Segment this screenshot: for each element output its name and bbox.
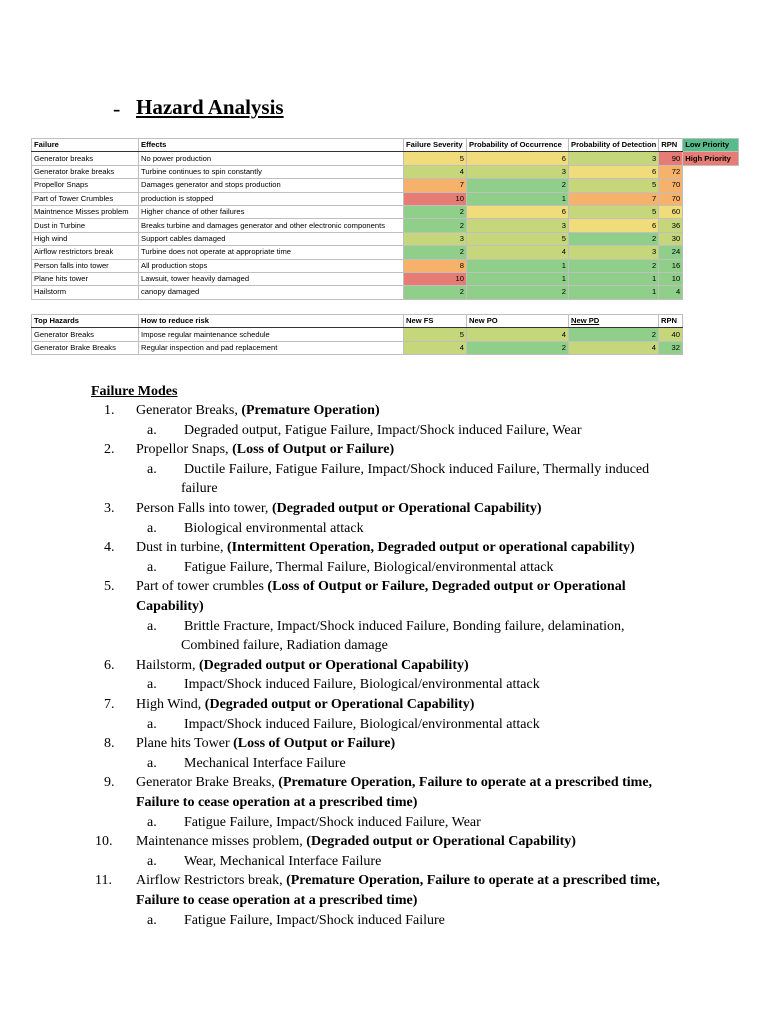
table-cell: Generator Breaks [32,328,139,341]
empty-cell [683,259,739,272]
score-cell: 10 [404,272,467,285]
failure-type-list: Degraded output, Fatigue Failure, Impact/Shock induced Failure, Wear [184,422,582,438]
failure-mode-item [136,736,395,752]
legend-high-priority: High Priority [683,152,739,165]
score-cell: 10 [404,192,467,205]
table-row [32,152,739,165]
list-number: 11. [95,873,112,889]
table-cell: Generator Brake Breaks [32,341,139,354]
table-cell: Plane hits tower [32,272,139,285]
sub-marker: a. [147,559,157,575]
failure-type-list: Wear, Mechanical Interface Failure [184,853,382,869]
failure-mode-name: High Wind, [136,697,205,712]
table-cell: All production stops [139,259,404,272]
table-cell: Turbine does not operate at appropriate time [139,246,404,259]
failure-mode-name: Plane hits Tower [136,736,234,752]
score-cell: 5 [569,179,659,192]
score-cell: 32 [659,341,683,354]
score-cell: 5 [404,152,467,165]
list-number: 1. [104,403,115,418]
score-cell: 1 [467,272,569,285]
failure-mode-item [136,775,652,791]
score-cell: 72 [659,165,683,178]
score-cell: 40 [659,328,683,341]
failure-mode-item [136,442,394,458]
failure-mode-item [136,579,626,595]
score-cell: 6 [569,165,659,178]
score-cell: 4 [467,328,569,341]
table-row [32,328,683,341]
sub-marker: a. [147,716,157,732]
column-header: RPN [659,139,683,152]
score-cell: 3 [467,165,569,178]
failure-type-list: Fatigue Failure, Thermal Failure, Biological/environmental attack [184,559,554,575]
sub-marker: a. [147,912,157,928]
score-cell: 2 [404,219,467,232]
table-cell: Generator brake breaks [32,165,139,178]
hazard-table [31,138,739,300]
table-cell: Damages generator and stops production [139,179,404,192]
sub-marker: a. [147,520,157,536]
failure-type-list: Mechanical Interface Failure [184,755,346,771]
table-cell: Lawsuit, tower heavily damaged [139,272,404,285]
failure-mode-name: Dust in turbine, [136,540,227,556]
failure-mode-name: Part of tower crumbles [136,579,268,595]
empty-cell [683,192,739,205]
failure-mode-category: (Loss of Output or Failure, Degraded output or Operational [267,579,626,595]
score-cell: 4 [659,286,683,299]
column-header: Failure [32,139,139,152]
score-cell: 2 [569,328,659,341]
list-number: 7. [104,697,115,712]
list-number: 3. [104,501,115,516]
score-cell: 3 [569,152,659,165]
failure-mode-category: (Loss of Output or Failure) [233,736,396,752]
empty-cell [683,179,739,192]
failure-mode-name: Generator Brake Breaks, [136,775,279,791]
failure-mode-name: Airflow Restrictors break, [136,873,287,889]
column-header: How to reduce risk [139,315,404,328]
failure-mode-category-cont: Capability) [136,599,204,614]
score-cell: 4 [404,165,467,178]
empty-cell [683,219,739,232]
failure-mode-name: Maintenance misses problem, [136,834,307,850]
page-title: Hazard Analysis [136,95,284,119]
empty-cell [683,165,739,178]
table-row [32,205,739,218]
score-cell: 2 [569,259,659,272]
score-cell: 5 [569,205,659,218]
list-number: 8. [104,736,115,752]
table-row [32,259,739,272]
list-number: 9. [104,775,115,791]
failure-mode-category: (Premature Operation) [241,403,380,418]
sub-marker: a. [147,461,157,477]
score-cell: 3 [569,246,659,259]
failure-mode-category: (Premature Operation, Failure to operate at a prescribed time, [286,873,660,889]
table-cell: canopy damaged [139,286,404,299]
list-number: 6. [104,657,115,673]
score-cell: 2 [467,286,569,299]
failure-mode-item [136,834,576,850]
list-number: 4. [104,540,115,556]
sub-marker: a. [147,853,157,869]
table-cell: Turbine continues to spin constantly [139,165,404,178]
score-cell: 8 [404,259,467,272]
score-cell: 1 [569,286,659,299]
sub-marker: a. [147,618,157,634]
top-hazards-table [31,314,683,355]
table-cell: Dust in Turbine [32,219,139,232]
table-row [32,286,739,299]
table-cell: No power production [139,152,404,165]
table-cell: Airflow restrictors break [32,246,139,259]
score-cell: 2 [404,205,467,218]
score-cell: 70 [659,179,683,192]
table-cell: Hailstorm [32,286,139,299]
table-cell: Person falls into tower [32,259,139,272]
score-cell: 5 [467,232,569,245]
sub-marker: a. [147,677,157,693]
failure-type-list: Biological environmental attack [184,520,364,536]
score-cell: 6 [467,152,569,165]
table-cell: Maintnence Misses problem [32,205,139,218]
score-cell: 7 [404,179,467,192]
score-cell: 7 [569,192,659,205]
column-header: New PO [467,315,569,328]
failure-mode-item [136,697,474,713]
score-cell: 24 [659,246,683,259]
failure-mode-category: (Premature Operation, Failure to operate at a prescribed time, [278,775,653,791]
failure-type-list: Combined failure, Radiation damage [181,638,388,654]
failure-type-list: Impact/Shock induced Failure, Biological/environmental attack [184,716,540,732]
empty-cell [683,246,739,259]
score-cell: 4 [569,341,659,354]
column-header: Probability of Detection [569,139,659,152]
table-row [32,219,739,232]
list-number: 10. [95,834,113,850]
table-row [32,165,739,178]
sub-marker: a. [147,814,157,830]
table-cell: High wind [32,232,139,245]
failure-mode-category: (Degraded output or Operational Capability) [199,657,469,673]
empty-cell [683,232,739,245]
failure-mode-name: Person Falls into tower, [136,501,272,516]
list-number: 2. [104,442,115,458]
score-cell: 3 [404,232,467,245]
score-cell: 1 [569,272,659,285]
table-cell: Regular inspection and pad replacement [139,341,404,354]
score-cell: 4 [467,246,569,259]
failure-type-list: Fatigue Failure, Impact/Shock induced Failure, Wear [184,814,481,830]
table-row [32,341,683,354]
score-cell: 16 [659,259,683,272]
column-header: Top Hazards [32,315,139,328]
sub-marker: a. [147,422,157,438]
column-header: New FS [404,315,467,328]
failure-mode-category-cont: Failure to cease operation at a prescribed time) [136,893,418,908]
column-header: Probability of Occurrence [467,139,569,152]
score-cell: 2 [467,179,569,192]
score-cell: 30 [659,232,683,245]
failure-mode-item [136,501,542,517]
score-cell: 60 [659,205,683,218]
score-cell: 1 [467,192,569,205]
table-cell: Breaks turbine and damages generator and other electronic components [139,219,404,232]
page-dash: - [113,96,121,121]
score-cell: 6 [569,219,659,232]
score-cell: 70 [659,192,683,205]
failure-mode-category-cont: Failure to cease operation at a prescribed time) [136,795,418,810]
table-cell: Generator breaks [32,152,139,165]
failure-modes-heading: Failure Modes [91,384,178,399]
failure-mode-category: (Degraded output or Operational Capability) [306,834,576,850]
score-cell: 6 [467,205,569,218]
failure-mode-category: (Intermittent Operation, Degraded output or operational capability) [227,540,635,556]
sub-marker: a. [147,755,157,771]
table-cell: production is stopped [139,192,404,205]
column-header: Effects [139,139,404,152]
failure-mode-name: Hailstorm, [136,657,199,673]
failure-mode-item [136,403,380,419]
failure-mode-category: (Loss of Output or Failure) [232,442,395,458]
column-header: Failure Severity [404,139,467,152]
failure-mode-item [136,873,660,889]
empty-cell [683,272,739,285]
failure-mode-category: (Degraded output or Operational Capability) [271,501,542,516]
table-cell: Higher chance of other failures [139,205,404,218]
score-cell: 2 [467,341,569,354]
score-cell: 2 [404,246,467,259]
score-cell: 1 [467,259,569,272]
failure-type-list: Fatigue Failure, Impact/Shock induced Failure [184,912,445,928]
table-header-row [32,315,683,328]
failure-type-list: Ductile Failure, Fatigue Failure, Impact/Shock induced Failure, Thermally induced [184,461,650,477]
table-row [32,246,739,259]
table-row [32,232,739,245]
failure-mode-item [136,658,469,674]
table-cell: Impose regular maintenance schedule [139,328,404,341]
failure-mode-category: (Degraded output or Operational Capability) [204,697,475,712]
empty-cell [683,286,739,299]
table-row [32,272,739,285]
failure-mode-name: Generator Breaks, [136,403,242,418]
failure-type-list: Impact/Shock induced Failure, Biological/environmental attack [184,677,540,693]
failure-type-list: Brittle Fracture, Impact/Shock induced Failure, Bonding failure, delamination, [184,618,625,634]
table-cell: Propellor Snaps [32,179,139,192]
score-cell: 36 [659,219,683,232]
failure-mode-item [136,540,635,556]
table-header-row [32,139,739,152]
score-cell: 2 [569,232,659,245]
score-cell: 5 [404,328,467,341]
score-cell: 2 [404,286,467,299]
column-header: RPN [659,315,683,328]
score-cell: 10 [659,272,683,285]
list-number: 5. [104,579,115,595]
failure-type-list: failure [181,481,218,497]
table-row [32,192,739,205]
empty-cell [683,205,739,218]
table-cell: Support cables damaged [139,232,404,245]
table-row [32,179,739,192]
score-cell: 4 [404,341,467,354]
score-cell: 90 [659,152,683,165]
failure-mode-name: Propellor Snaps, [136,442,233,458]
score-cell: 3 [467,219,569,232]
table-cell: Part of Tower Crumbles [32,192,139,205]
column-header: New PD [569,315,659,328]
legend-low-priority: Low Priority [683,139,739,152]
